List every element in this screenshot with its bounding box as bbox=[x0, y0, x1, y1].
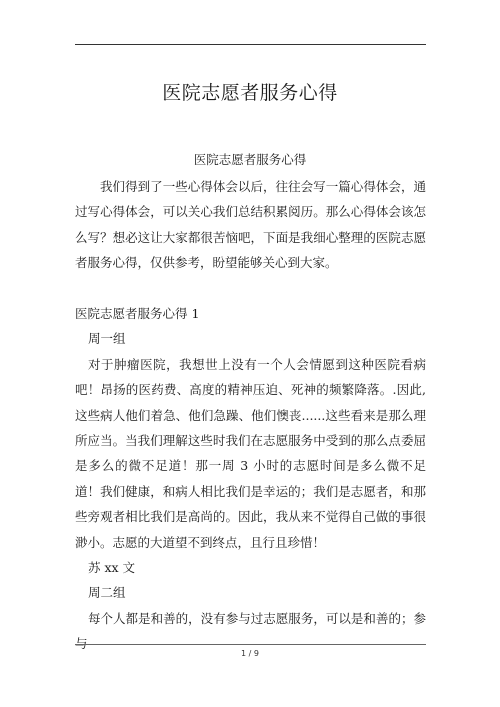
page-title: 医院志愿者服务心得 bbox=[162, 82, 338, 104]
intro-paragraph: 我们得到了一些心得体会以后，往往会写一篇心得体会，通过写心得体会，可以关心我们总结积累阅历。那么心得体会该怎么写？想必这让大家都很苦恼吧，下面是我细心整理的医院志愿者服务心得，仅供参考，盼望能够关心到大家。 bbox=[75, 179, 426, 271]
footer-rule bbox=[75, 644, 426, 645]
header-rule bbox=[75, 44, 426, 45]
intro-subtitle: 医院志愿者服务心得 bbox=[193, 152, 307, 167]
author-name: 苏 xx 文 bbox=[88, 560, 136, 576]
section-1 bbox=[75, 301, 426, 657]
group-label-monday: 周一组 bbox=[88, 331, 126, 347]
section-heading: 医院志愿者服务心得 1 bbox=[75, 306, 200, 321]
group-paragraph-tuesday: 每个人都是和善的，没有参与过志愿服务，可以是和善的；参与 bbox=[75, 610, 426, 652]
group-paragraph-monday: 对于肿瘤医院，我想世上没有一个人会情愿到这种医院看病吧！昂扬的医药费、高度的精神压迫、死神的频繁降落。.因此,这些病人他们着急、他们急躁、他们懊丧......这些看来是那么理所应当。当我们理解这些时我们在志愿服务中受到的那么点委屈是多么的微不足道！那一周 3 小时的志愿时间是多么微不足道！我们健康，和病人相比我们是幸运的；我们是志愿者，和那些旁观者相比我们是高尚的。因此，我从来不觉得自己做的事很渺小。志愿的大道望不到终点，且行且珍惜！ bbox=[75, 356, 426, 550]
page-number: 1 / 9 bbox=[241, 649, 259, 658]
group-label-tuesday: 周二组 bbox=[88, 585, 126, 601]
